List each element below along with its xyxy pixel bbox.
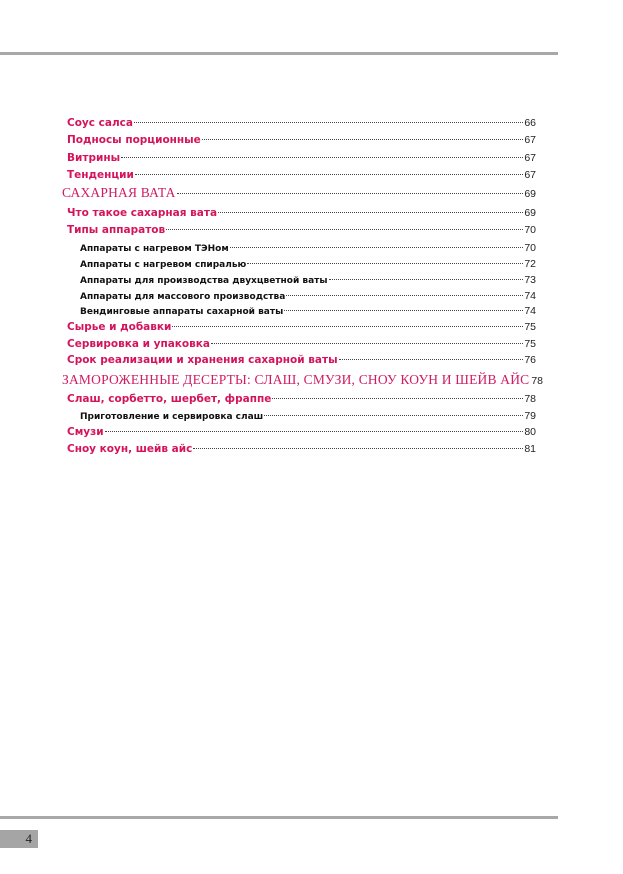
toc-subentry-title: Аппараты с нагревом ТЭНом: [80, 244, 229, 254]
footer-rule: [0, 816, 558, 819]
dot-leader: [134, 110, 523, 126]
toc-entry-title: Смузи: [67, 426, 104, 438]
dot-leader: [135, 162, 523, 178]
dot-leader: [247, 251, 523, 267]
dot-leader: [286, 283, 523, 299]
toc-chapter-title: ЗАМОРОЖЕННЫЕ ДЕСЕРТЫ: СЛАШ, СМУЗИ, СНОУ КОУН И ШЕЙВ АЙС: [62, 372, 530, 387]
dot-leader: [272, 386, 523, 402]
toc-subentry-page: 79: [524, 410, 536, 422]
toc-subentry-title: Аппараты для производства двухцветной ваты: [80, 276, 328, 286]
toc-entry-page: 67: [524, 134, 536, 146]
toc-entry-title: Сырье и добавки: [67, 321, 172, 333]
toc-entry-title: Что такое сахарная вата: [67, 207, 218, 219]
toc-entry[interactable]: [67, 162, 536, 181]
toc-entry-title: Сервировка и упаковка: [67, 338, 210, 350]
dot-leader: [105, 419, 524, 435]
dot-leader: [121, 145, 523, 161]
page-number-box: [0, 830, 38, 848]
toc-entry-page: 67: [524, 169, 536, 181]
toc-chapter[interactable]: [62, 368, 544, 388]
toc-chapter-page: 78: [531, 375, 544, 387]
toc-entry[interactable]: [67, 347, 536, 366]
toc-entry-page: 75: [524, 338, 536, 350]
toc-entry-title: Тенденции: [67, 169, 134, 181]
dot-leader: [172, 314, 523, 330]
dot-leader: [218, 200, 523, 216]
toc-entry-title: Подносы порционные: [67, 134, 201, 146]
dot-leader: [230, 235, 524, 251]
toc-entry-page: 78: [524, 393, 536, 405]
dot-leader: [339, 347, 524, 363]
toc-entry[interactable]: [67, 127, 536, 146]
toc-subentry-title: Аппараты для массового производства: [80, 292, 286, 302]
toc-entry-title: Сноу коун, шейв айс: [67, 443, 193, 455]
toc-entry-page: 75: [524, 321, 536, 333]
dot-leader: [211, 331, 523, 347]
toc-entry[interactable]: [67, 436, 536, 455]
toc-entry-page: 69: [524, 207, 536, 219]
toc-chapter-page: 69: [524, 188, 536, 200]
dot-leader: [202, 127, 524, 143]
toc-entry[interactable]: [67, 217, 536, 236]
toc-subentry-page: 72: [524, 258, 536, 270]
toc-chapter-title: САХАРНАЯ ВАТА: [62, 185, 176, 200]
toc-entry-title: Типы аппаратов: [67, 224, 166, 236]
page-number: 4: [25, 831, 32, 846]
toc-entry-page: 80: [524, 426, 536, 438]
toc-chapter[interactable]: [62, 181, 536, 201]
toc-entry-page: 70: [524, 224, 536, 236]
toc-subentry-page: 70: [524, 242, 536, 254]
toc-subentry-title: Вендинговые аппараты сахарной ваты: [80, 307, 284, 317]
toc-entry-title: Срок реализации и хранения сахарной ваты: [67, 354, 338, 366]
toc-entry-page: 66: [524, 117, 536, 129]
dot-leader: [284, 298, 523, 314]
toc-entry-page: 81: [524, 443, 536, 455]
toc-entry-title: Витрины: [67, 152, 121, 164]
toc-entry-title: Соус салса: [67, 117, 133, 129]
dot-leader: [264, 403, 523, 419]
toc-subentry-title: Приготовление и сервировка слаш: [80, 412, 264, 422]
dot-leader: [177, 181, 524, 197]
dot-leader: [193, 436, 523, 452]
dot-leader: [166, 217, 523, 233]
header-rule: [0, 52, 558, 55]
toc-entry-page: 67: [524, 152, 536, 164]
toc-entry-title: Слаш, сорбетто, шербет, фраппе: [67, 393, 272, 405]
toc-subentry-page: 74: [524, 305, 536, 317]
toc-subentry-page: 74: [524, 290, 536, 302]
toc-subentry-title: Аппараты с нагревом спиралью: [80, 260, 247, 270]
toc-subentry-page: 73: [524, 274, 536, 286]
dot-leader: [329, 267, 524, 283]
toc-entry-page: 76: [524, 354, 536, 366]
